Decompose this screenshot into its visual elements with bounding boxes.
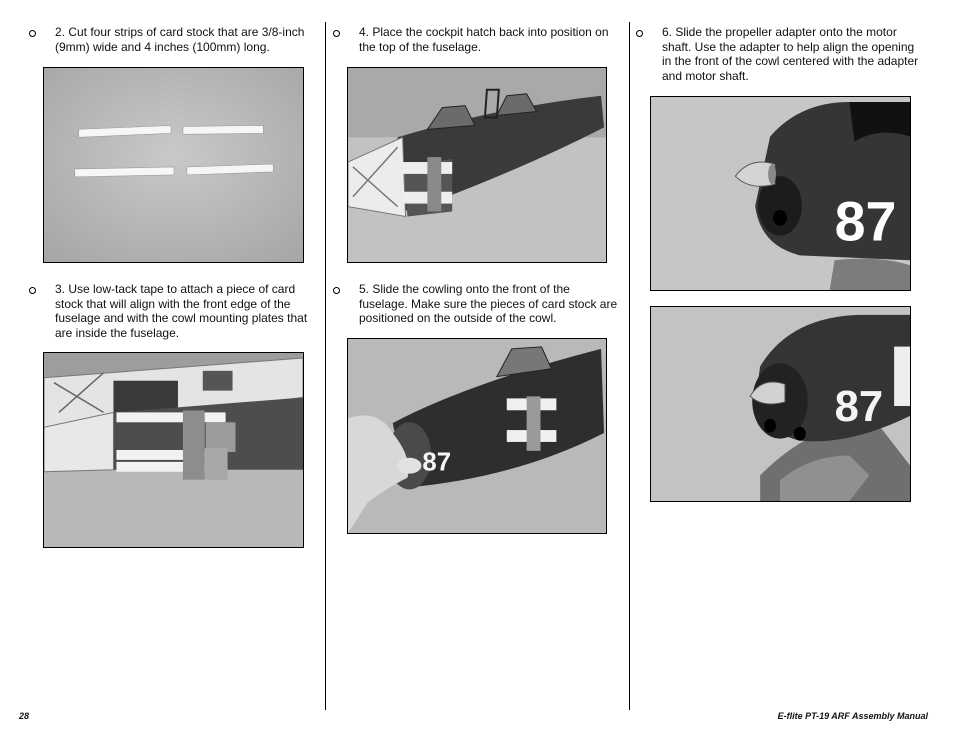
step-4-text: 4. Place the cockpit hatch back into position on the top of the fuselage.	[359, 25, 609, 54]
step-3-text: 3. Use low-tack tape to attach a piece of card stock that will align with the front edge of the fuselage and with the cowl mounting plates that are inside the fuselage.	[55, 282, 308, 340]
photo-cockpit-hatch	[347, 67, 607, 263]
column-divider-1	[325, 22, 326, 710]
cowl-number-text: 87	[834, 382, 884, 431]
step-2-text: 2. Cut four strips of card stock that are 3/8-inch (9mm) wide and 4 inches (100mm) long.	[55, 25, 305, 54]
manual-title: E-flite PT-19 ARF Assembly Manual	[777, 711, 928, 721]
photo-prop-adapter-close	[650, 96, 911, 291]
page-number: 28	[19, 711, 30, 721]
checkbox-bullet-icon	[636, 30, 643, 37]
checkbox-bullet-icon	[29, 30, 36, 37]
step-6-text: 6. Slide the propeller adapter onto the motor shaft. Use the adapter to help align the opening in the front of the cowl centered with the adapter and motor shaft.	[662, 25, 919, 83]
checkbox-bullet-icon	[333, 287, 340, 294]
photo-taped-fuselage	[43, 352, 304, 548]
checkbox-bullet-icon	[333, 30, 340, 37]
step-5-text: 5. Slide the cowling onto the front of the fuselage. Make sure the pieces of card stock are positioned on the outside of the cowl.	[359, 282, 618, 326]
cowl-number-text: 87	[422, 448, 452, 477]
photo-card-strips	[43, 67, 304, 263]
photo-cowl-slide	[347, 338, 607, 534]
photo-prop-adapter-angle	[650, 306, 911, 502]
cowl-number-text: 87	[834, 190, 897, 253]
checkbox-bullet-icon	[29, 287, 36, 294]
column-divider-2	[629, 22, 630, 710]
